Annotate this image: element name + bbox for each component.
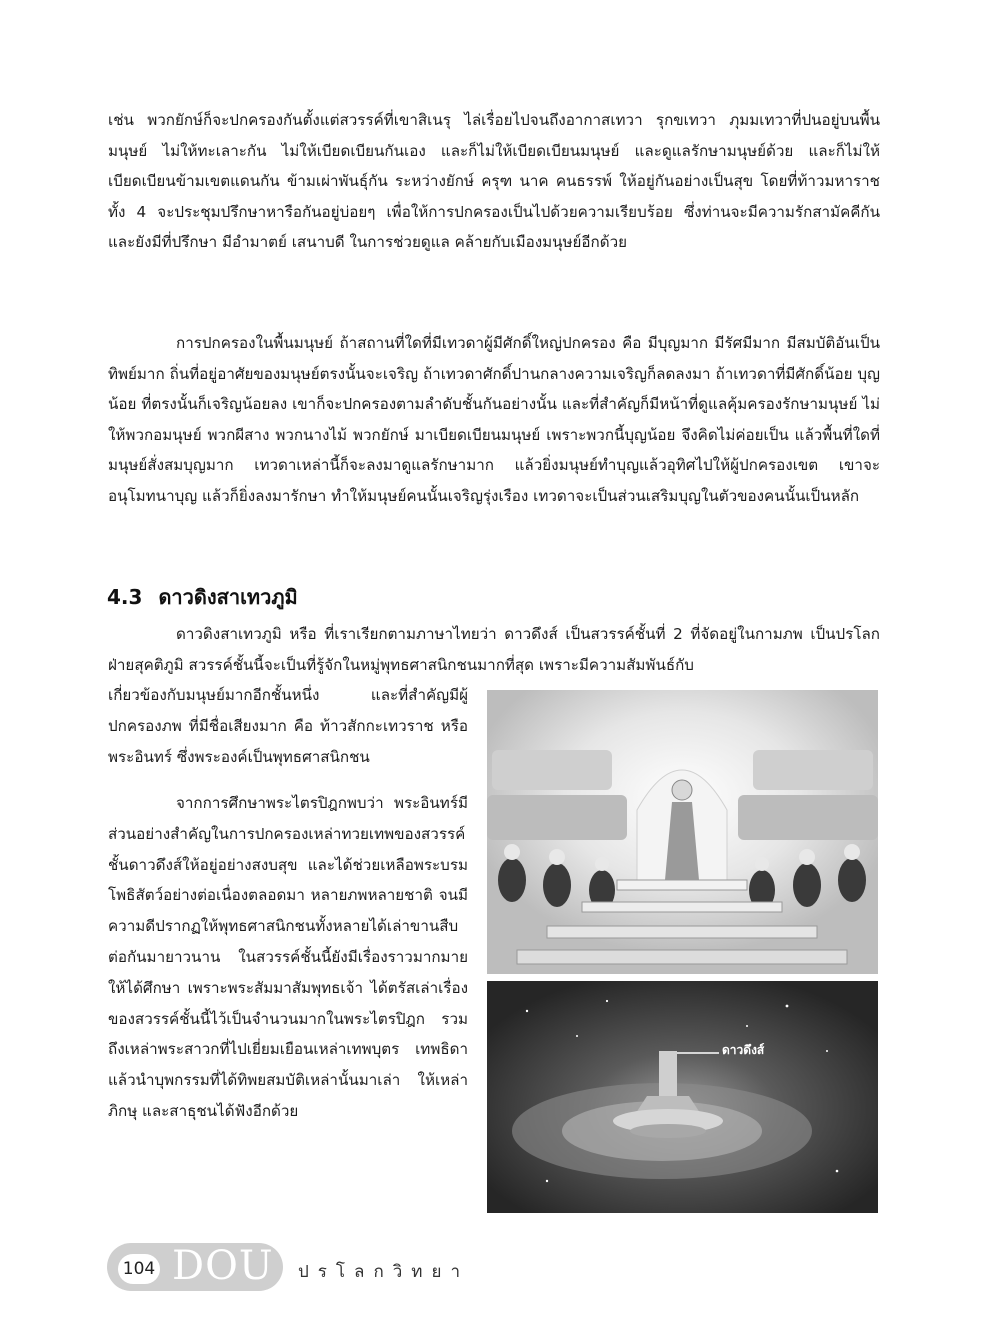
- paragraph-2: [108, 328, 880, 511]
- paragraph-2-text: การปกครองในพื้นมนุษย์ ถ้าสถานที่ใดที่มีเทวดาผู้มีศักดิ์ใหญ่ปกครอง คือ มีบุญมาก มีรัศมีมาก มีสมบัติอันเป็นทิพย์มาก ถิ่นที่อยู่อาศัยของมนุษย์ตรงนั้นจะเจริญ ถ้าเทวดาศักดิ์ปานกลางความเจริญก็ลดลงมา ถ้าเทวดาที่มีศักดิ์น้อย บุญน้อย ที่ตรงนั้นก็เจริญน้อยลง เขาก็จะปกครองตามลำดับชั้นกันอย่างนั้น และที่สำคัญก็มีหน้าที่ดูแลคุ้มครองรักษามนุษย์ ไม่ให้พวกอมนุษย์ พวกผีสาง พวกนางไม้ พวกยักษ์ มาเบียดเบียนมนุษย์ เพราะพวกนี้บุญน้อย จึงคิดไม่ค่อยเป็น แล้วพื้นที่ใดที่มนุษย์สั่งสมบุญมาก เทวดาเหล่านี้ก็จะลงมาดูแลรักษามาก แล้วยิ่งมนุษย์ทำบุญแล้วอุทิศไปให้ผู้ปกครองเขต เขาจะอนุโมทนาบุญ แล้วก็ยิ่งลงมารักษา ทำให้มนุษย์คนนั้นเจริญรุ่งเรือง เทวดาจะเป็นส่วนเสริมบุญในตัวของคนนั้นเป็นหลัก: [108, 334, 880, 505]
- paragraph-4: [108, 788, 468, 1127]
- section-title: ดาวดิงสาเทวภูมิ: [158, 585, 298, 609]
- page-number: 104: [118, 1254, 160, 1284]
- indra-throne-illustration: [487, 690, 878, 974]
- dou-logo: DOU: [172, 1243, 274, 1289]
- section-heading: [107, 581, 298, 613]
- paragraph-1: เช่น พวกยักษ์ก็จะปกครองกันตั้งแต่สวรรค์ที่เขาสิเนรุ ไล่เรื่อยไปจนถึงอากาสเทวา รุกขเทวา ภุมมเทวาที่ปนอยู่บนพื้นมนุษย์ ไม่ให้ทะเลาะกัน ไม่ให้เบียดเบียนกันเอง และก็ไม่ให้เบียดเบียนมนุษย์ และดูแลรักษามนุษย์ด้วย และก็ไม่ให้เบียดเบียนข้ามเขตแดนกัน ข้ามเผ่าพันธุ์กัน ระหว่างยักษ์ ครุฑ นาค คนธรรพ์ ให้อยู่กันอย่างเป็นสุข โดยที่ท้าวมหาราชทั้ง 4 จะประชุมปรึกษาหารือกันอยู่บ่อยๆ เพื่อให้การปกครองเป็นไปด้วยความเรียบร้อย ซึ่งท่านจะมีความรักสามัคคีกัน และยังมีที่ปรึกษา มีอำมาตย์ เสนาบดี ในการช่วยดูแล คล้ายกับเมืองมนุษย์อีกด้วย: [108, 111, 880, 251]
- tavatimsa-label: ดาวดึงส์: [722, 1043, 765, 1057]
- paragraph-3: [108, 619, 880, 680]
- paragraph-4-text: จากการศึกษาพระไตรปิฎกพบว่า พระอินทร์มีส่วนอย่างสำคัญในการปกครองเหล่าทวยเทพของสวรรค์ชั้นดาวดึงส์ให้อยู่อย่างสงบสุข และได้ช่วยเหลือพระบรมโพธิสัตว์อย่างต่อเนื่องตลอดมา หลายภพหลายชาติ จนมีความดีปรากฏให้พุทธศาสนิกชนทั้งหลายได้เล่าขานสืบต่อกันมายาวนาน ในสวรรค์ชั้นนี้ยังมีเรื่องราวมากมายให้ได้ศึกษา เพราะพระสัมมาสัมพุทธเจ้า ได้ตรัสเล่าเรื่องของสวรรค์ชั้นนี้ไว้เป็นจำนวนมากในพระไตรปิฎก รวมถึงเหล่าพระสาวกที่ไปเยี่ยมเยือนเหล่าเทพบุตร เทพธิดา แล้วนำบุพกรรมที่ได้ทิพยสมบัติเหล่านั้นมาเล่า ให้เหล่าภิกษุ และสาธุชนได้ฟังอีกด้วย: [108, 794, 468, 1120]
- paragraph-3-continued: เกี่ยวข้องกับมนุษย์มากอีกชั้นหนึ่ง และที่สำคัญมีผู้ปกครองภพ ที่มีชื่อเสียงมาก คือ ท้าวสักกะเทวราช หรือพระอินทร์ ซึ่งพระองค์เป็นพุทธศาสนิกชน: [108, 686, 468, 766]
- tavatimsa-galaxy-illustration: [487, 981, 878, 1213]
- paragraph-3-text: ดาวดิงสาเทวภูมิ หรือ ที่เราเรียกตามภาษาไทยว่า ดาวดึงส์ เป็นสวรรค์ชั้นที่ 2 ที่จัดอยู่ในกามภพ เป็นปรโลกฝ่ายสุคติภูมิ สวรรค์ชั้นนี้จะเป็นที่รู้จักในหมู่พุทธศาสนิกชนมากที่สุด เพราะมีความสัมพันธ์กับ: [108, 625, 880, 674]
- book-title: ปรโลกวิทยา: [298, 1262, 470, 1282]
- section-number: 4.3: [107, 585, 143, 609]
